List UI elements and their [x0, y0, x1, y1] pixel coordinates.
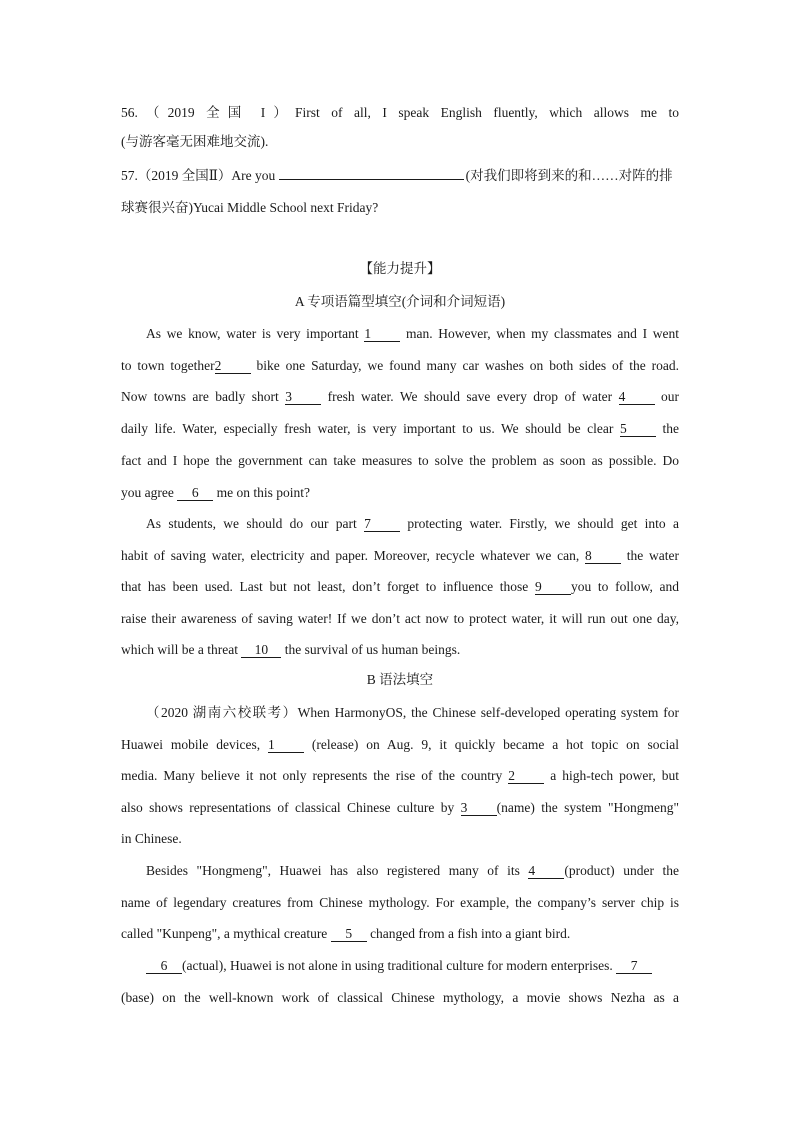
passage-text: name of legendary creatures from Chinese mythology. For example, the company’s server chip is [121, 895, 679, 910]
passage-text: you to follow, and [570, 579, 679, 594]
answer-blank[interactable]: 1 [268, 737, 304, 753]
answer-blank[interactable]: 5 [331, 926, 367, 942]
passage-text: man. However, when my classmates and I went [400, 326, 679, 341]
passage-text: called "Kunpeng", a mythical creature [121, 926, 331, 941]
q57-line2 [121, 199, 679, 217]
passage-line [121, 799, 679, 817]
passage-text: media. Many believe it not only represents the rise of the country [121, 768, 509, 783]
q57-prefix: 57.（2019 全国Ⅱ）Are you [121, 168, 276, 183]
q57-answer-blank[interactable] [279, 179, 464, 180]
passage-text: habit of saving water, electricity and paper. Moreover, recycle whatever we can, [121, 548, 585, 563]
passage-text: which will be a threat [121, 642, 242, 657]
passage-text: (actual), Huawei is not alone in using traditional culture for modern enterprises. [182, 958, 617, 973]
passage-text: (product) under the [564, 863, 679, 878]
passage-line [146, 325, 679, 343]
part-b-title-text: B 语法填空 [366, 672, 434, 687]
passage-text: that has been used. Last but not least, don’t forget to influence those [121, 579, 535, 594]
passage-line [121, 357, 679, 375]
passage-text: As we know, water is very important [146, 326, 365, 341]
answer-blank[interactable]: 6 [177, 485, 213, 501]
section-heading [0, 260, 800, 278]
passage-line [121, 767, 679, 785]
passage-line [121, 484, 679, 502]
passage-line [121, 578, 679, 596]
passage-text: to town together [121, 358, 215, 373]
answer-blank[interactable]: 7 [616, 958, 652, 974]
passage-text: Now towns are badly short [121, 389, 286, 404]
answer-blank[interactable]: 5 [620, 421, 656, 437]
passage-text: you agree [121, 485, 178, 500]
passage-text: changed from a fish into a giant bird. [366, 926, 571, 941]
answer-blank[interactable]: 4 [528, 863, 564, 879]
passage-line [146, 862, 679, 880]
answer-blank[interactable]: 2 [215, 358, 251, 374]
answer-blank[interactable]: 1 [364, 326, 400, 342]
passage-line [146, 704, 679, 722]
passage-text: fact and I hope the government can take measures to solve the problem as soon as possible. Do [121, 453, 679, 468]
part-b-title [0, 671, 800, 689]
passage-text: in Chinese. [121, 831, 182, 846]
q57-hint-cont: 球赛很兴奋)Yucai Middle School next Friday? [121, 200, 379, 215]
answer-blank[interactable]: 3 [461, 800, 497, 816]
q56-line2 [121, 133, 679, 151]
q56-line1 [121, 104, 679, 122]
passage-text: the [655, 421, 680, 436]
q56-text: 56.（2019 全国 I）First of all, I speak English fluently, which allows me to [121, 105, 679, 120]
passage-line [121, 641, 679, 659]
passage-line [146, 957, 679, 975]
passage-text: also shows representations of classical Chinese culture by [121, 800, 461, 815]
passage-text: (base) on the well-known work of classical Chinese mythology, a movie shows Nezha as a [121, 990, 679, 1005]
passage-text: me on this point? [213, 485, 310, 500]
answer-blank[interactable]: 9 [535, 579, 571, 595]
passage-text: protecting water. Firstly, we should get into a [400, 516, 679, 531]
passage-text: Huawei mobile devices, [121, 737, 268, 752]
passage-line [121, 420, 679, 438]
section-heading-text: 【能力提升】 [359, 261, 441, 276]
passage-line [121, 894, 679, 912]
passage-line [146, 515, 679, 533]
passage-line [121, 388, 679, 406]
passage-text: （2020 湖南六校联考）When HarmonyOS, the Chinese self-developed operating system for [146, 705, 679, 720]
passage-line [121, 610, 679, 628]
passage-text: the water [620, 548, 679, 563]
q56-hint: (与游客毫无困难地交流). [121, 134, 269, 149]
answer-blank[interactable]: 10 [241, 642, 281, 658]
passage-line [121, 452, 679, 470]
passage-text: the survival of us human beings. [281, 642, 461, 657]
passage-line [121, 989, 679, 1007]
passage-text: raise their awareness of saving water! If we don’t act now to protect water, it will run out one day, [121, 611, 679, 626]
passage-text: As students, we should do our part [146, 516, 365, 531]
passage-text: a high-tech power, but [544, 768, 679, 783]
answer-blank[interactable]: 8 [585, 548, 621, 564]
passage-text: Besides "Hongmeng", Huawei has also registered many of its [146, 863, 529, 878]
passage-text: our [654, 389, 679, 404]
answer-blank[interactable]: 2 [508, 768, 544, 784]
answer-blank[interactable]: 4 [619, 389, 655, 405]
passage-text: daily life. Water, especially fresh water, is very important to us. We should be clear [121, 421, 620, 436]
passage-line [121, 547, 679, 565]
passage-line [121, 736, 679, 754]
q57-hint: (对我们即将到来的和……对阵的排 [465, 168, 673, 183]
passage-text: (name) the system "Hongmeng" [496, 800, 680, 815]
passage-line [121, 925, 679, 943]
passage-text: (release) on Aug. 9, it quickly became a hot topic on social [303, 737, 679, 752]
answer-blank[interactable]: 6 [146, 958, 182, 974]
q57-line1 [121, 167, 679, 185]
passage-text: bike one Saturday, we found many car washes on both sides of the road. [250, 358, 679, 373]
passage-line [121, 830, 679, 848]
part-a-title [0, 293, 800, 311]
passage-text: fresh water. We should save every drop of water [321, 389, 619, 404]
part-a-title-text: A 专项语篇型填空(介词和介词短语) [294, 294, 506, 309]
answer-blank[interactable]: 3 [285, 389, 321, 405]
answer-blank[interactable]: 7 [364, 516, 400, 532]
